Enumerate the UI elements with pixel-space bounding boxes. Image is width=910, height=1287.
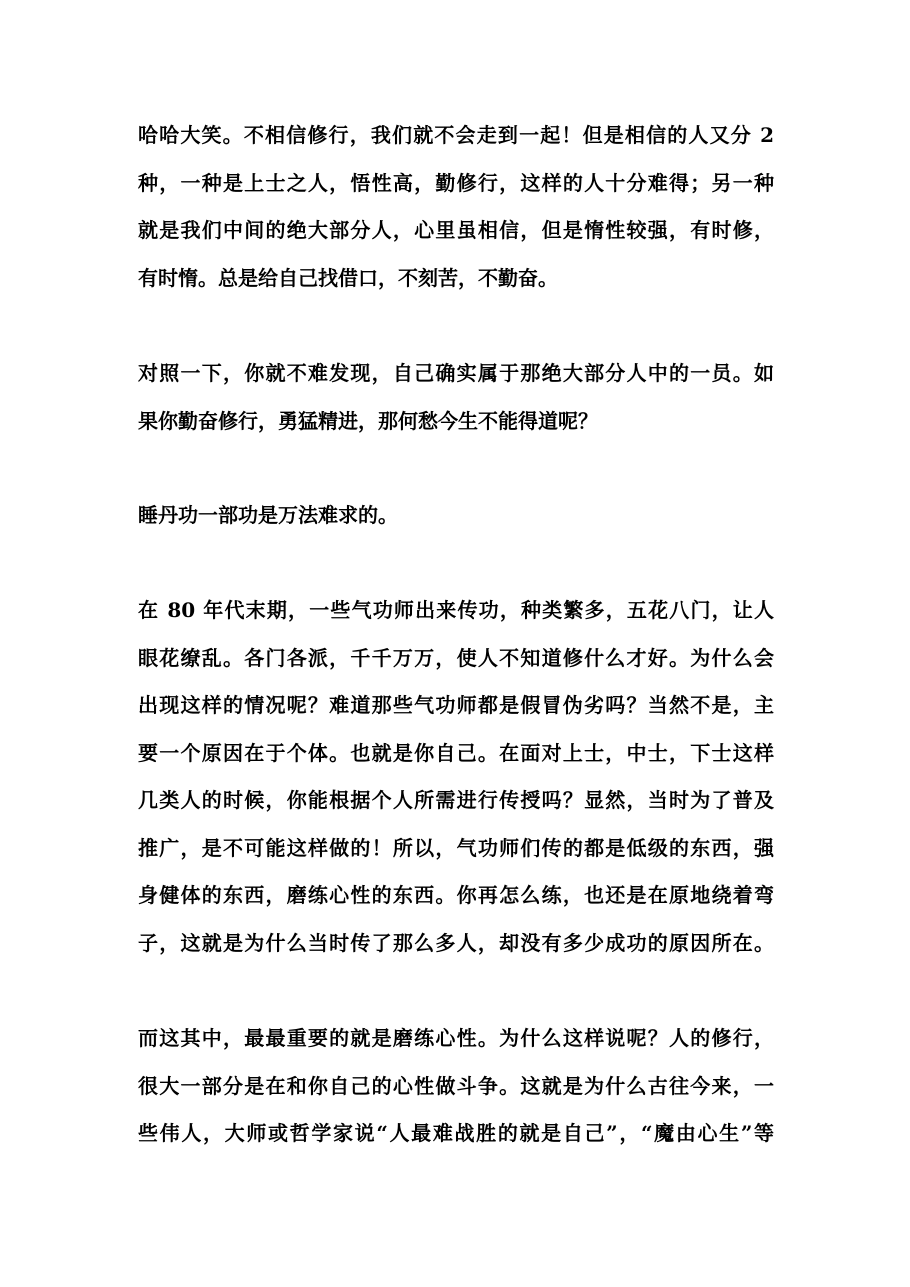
text-line: 就是我们中间的绝大部分人，心里虽相信，但是惰性较强，有时修， (138, 218, 774, 242)
text-line: 出现这样的情况呢？难道那些气功师都是假冒伪劣吗？当然不是，主 (138, 693, 774, 717)
text-line: 些伟人，大师或哲学家说“人最难战胜的就是自己”，“魔由心生”等 (138, 1121, 774, 1145)
text-line: 对照一下，你就不难发现，自己确实属于那绝大部分人中的一员。如 (138, 361, 774, 385)
paragraph-3 (138, 492, 774, 540)
text-line: 很大一部分是在和你自己的心性做斗争。这就是为什么古往今来，一 (138, 1073, 774, 1098)
text-line: 要一个原因在于个体。也就是你自己。在面对上士，中士，下士这样 (138, 740, 774, 765)
text-line: 而这其中，最最重要的就是磨练心性。为什么这样说呢？人的修行， (138, 1026, 774, 1050)
text-line: 哈哈大笑。不相信修行，我们就不会走到一起！但是相信的人又分 2 (138, 123, 774, 147)
text-line: 果你勤奋修行，勇猛精进，那何愁今生不能得道呢？ (138, 408, 598, 433)
text-line: 眼花缭乱。各门各派，千千万万，使人不知道修什么才好。为什么会 (138, 645, 774, 670)
text-line: 有时惰。总是给自己找借口，不刻苦，不勤奋。 (138, 265, 558, 290)
paragraph-4 (138, 587, 774, 967)
text-line: 种，一种是上士之人，悟性高，勤修行，这样的人十分难得；另一种 (138, 170, 774, 195)
text-line: 身健体的东西，磨练心性的东西。你再怎么练，也还是在原地绕着弯 (138, 883, 774, 907)
text-line: 在 80 年代末期，一些气功师出来传功，种类繁多，五花八门，让人 (138, 598, 774, 622)
text-line: 推广，是不可能这样做的！所以，气功师们传的都是低级的东西，强 (138, 835, 774, 860)
text-line: 子，这就是为什么当时传了那么多人，却没有多少成功的原因所在。 (138, 930, 774, 955)
paragraph-2 (138, 350, 774, 445)
text-line: 几类人的时候，你能根据个人所需进行传授吗？显然，当时为了普及 (138, 788, 774, 812)
paragraph-5 (138, 1015, 774, 1158)
paragraph-1 (138, 112, 774, 302)
text-line: 睡丹功一部功是万法难求的。 (138, 503, 398, 527)
